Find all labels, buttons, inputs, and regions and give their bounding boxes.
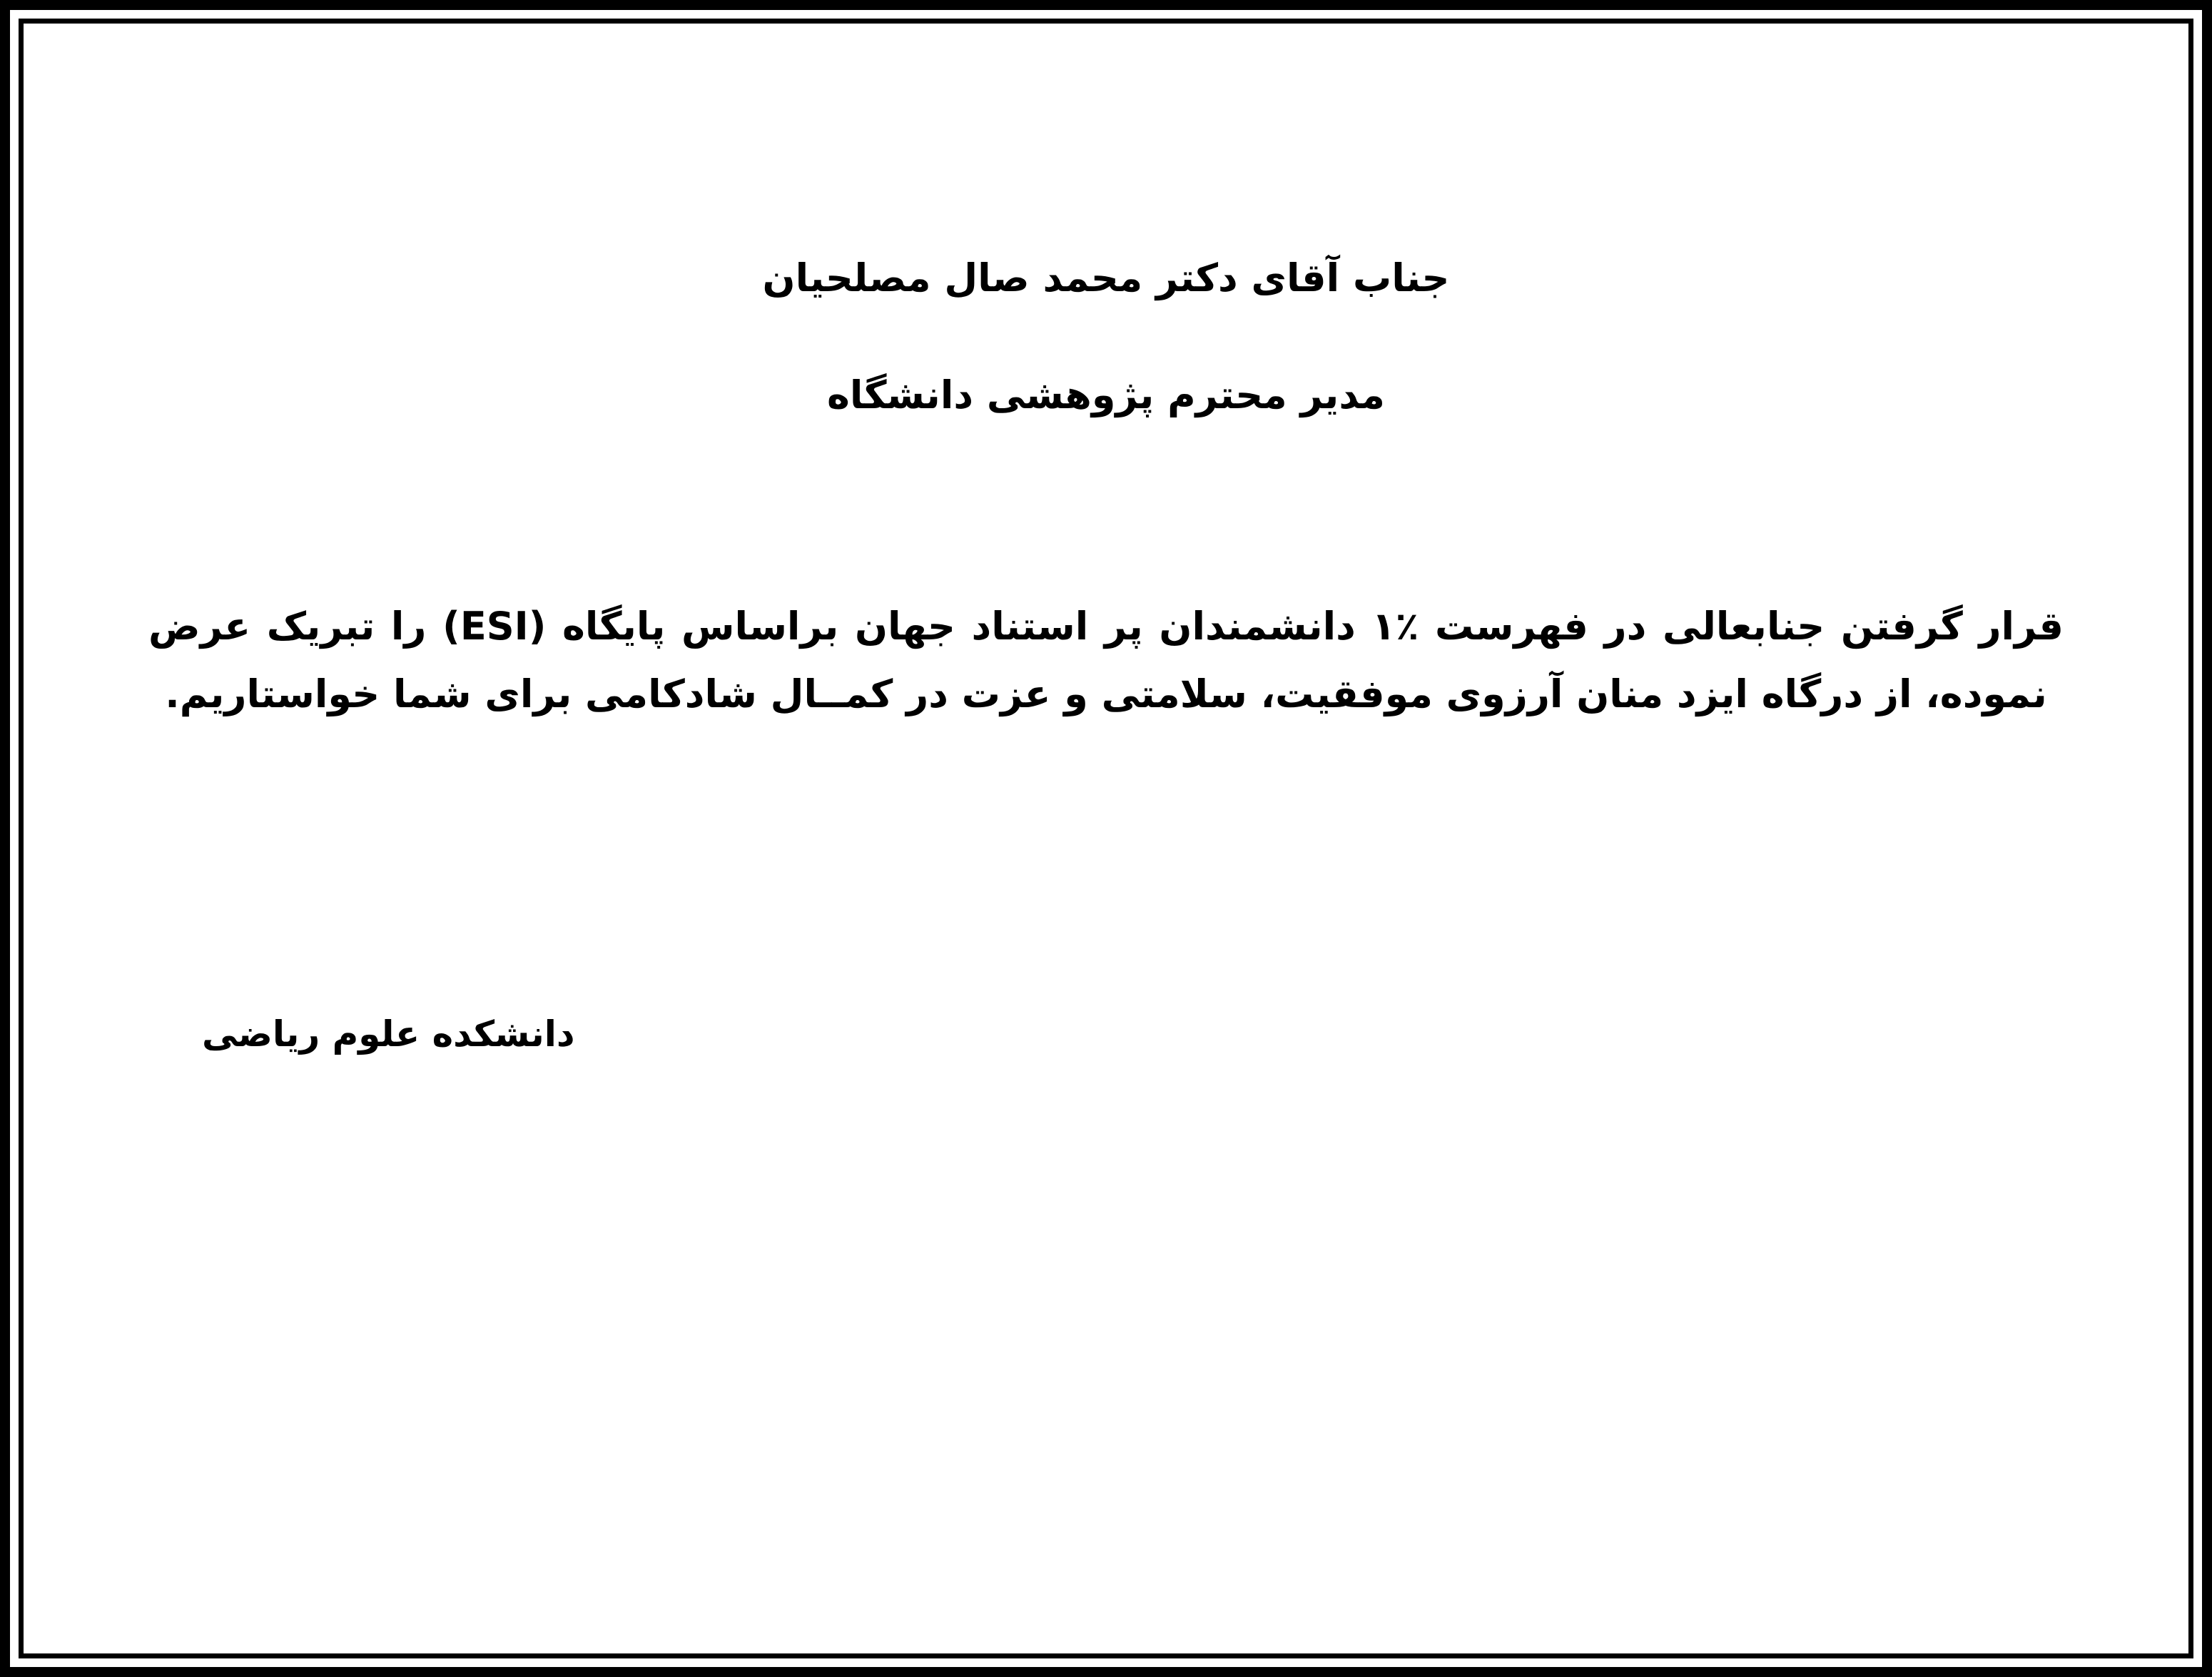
spacer-above-body [109,415,2103,593]
salutation-block [109,255,2103,417]
salutation-line-recipient-name: جناب آقای دکتر محمد صال مصلحیان [762,255,1450,300]
salutation-line-recipient-title: مدیر محترم پژوهشی دانشگاه [827,373,1385,417]
spacer-above-signature [109,728,2103,1013]
signature-department: دانشکده علوم ریاضی [202,1013,575,1055]
document-body [24,24,2188,1653]
body-paragraph: قرار گرفتن جنابعالی در فهرست ٪۱ دانشمندان پر استناد جهان براساس پایگاه (ESI) را تبریک عرض نموده، از درگاه ایزد منان آرزوی موفقیت، سلامتی و عزت در کمــال شادکامی برای شما خواستاریم. [148,604,2064,716]
signature-block [109,1013,2103,1055]
page-inner-gap [10,10,2202,1667]
page-border [19,19,2193,1658]
